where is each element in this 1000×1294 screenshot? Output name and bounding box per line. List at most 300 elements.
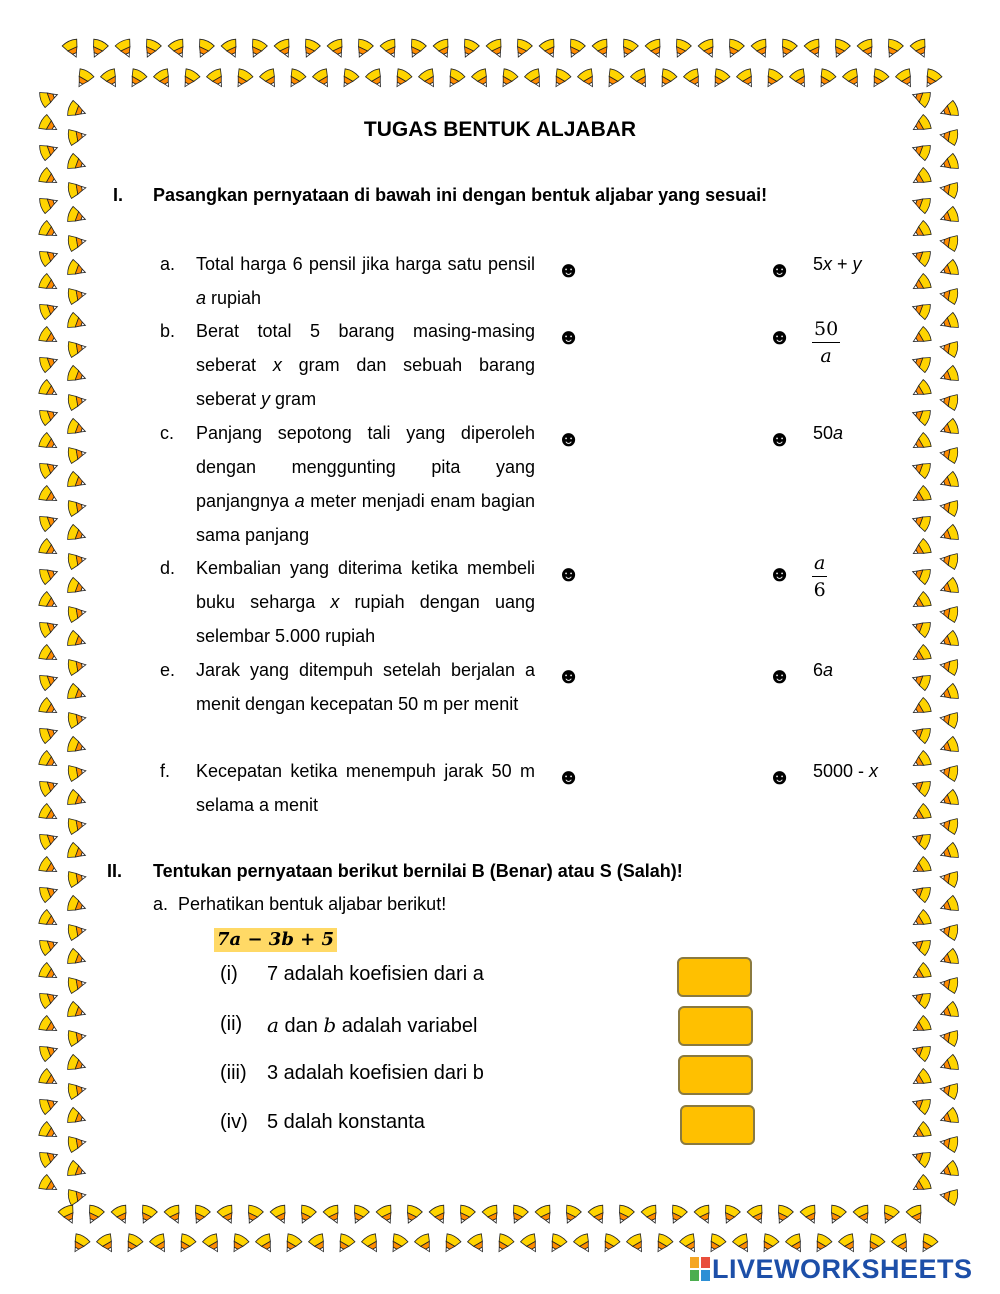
candy-corn-icon <box>66 683 88 704</box>
candy-corn-icon <box>916 1233 939 1256</box>
candy-corn-icon <box>67 869 87 888</box>
statement-i-text: 7 adalah koefisien dari a <box>267 963 484 985</box>
candy-corn-icon <box>842 68 865 91</box>
candy-corn-icon <box>909 750 932 773</box>
candy-corn-icon <box>284 68 307 91</box>
candy-corn-icon <box>800 1204 822 1227</box>
candy-corn-icon <box>891 1233 914 1256</box>
candy-corn-icon <box>670 38 692 61</box>
candy-corn-icon <box>939 1081 959 1100</box>
question-f-text: Kecepatan ketika menempuh jarak 50 m selama a menit <box>196 761 535 815</box>
candy-corn-icon <box>337 68 360 91</box>
candy-corn-icon <box>910 1094 932 1115</box>
candy-corn-icon <box>772 1204 794 1227</box>
candy-corn-icon <box>938 259 960 280</box>
candy-corn-icon <box>938 418 960 439</box>
candy-corn-icon <box>645 38 667 61</box>
candy-corn-icon <box>361 1233 384 1256</box>
liveworksheets-watermark <box>690 1254 973 1284</box>
candy-corn-icon <box>405 38 427 61</box>
candy-corn-icon <box>909 962 932 985</box>
question-a-text: Total harga 6 pensil jika harga satu pensil a rupiah <box>196 254 535 308</box>
section-1-number: I. <box>113 185 124 205</box>
answer-4-fraction: a 6 <box>813 552 826 601</box>
candy-corn-icon <box>938 630 960 651</box>
candy-corn-icon <box>909 1121 932 1144</box>
candy-corn-icon <box>679 1233 702 1256</box>
candy-corn-icon <box>38 670 60 691</box>
candy-corn-icon <box>939 869 959 888</box>
match-dot-left-b[interactable]: ☻ <box>557 324 581 349</box>
statement-iii-text: 3 adalah koefisien dari b <box>267 1062 484 1084</box>
answer-5: 6a <box>813 660 834 680</box>
section-2-number: II. <box>107 861 123 881</box>
candy-corn-icon <box>910 1041 932 1062</box>
candy-corn-icon <box>67 392 87 411</box>
candy-corn-icon <box>66 630 88 651</box>
candy-corn-icon <box>910 829 932 850</box>
candy-corn-icon <box>140 38 162 61</box>
candy-corn-icon <box>67 286 87 305</box>
candy-corn-icon <box>386 1233 409 1256</box>
candy-corn-icon <box>486 38 508 61</box>
page-title: TUGAS BENTUK ALJABAR <box>363 118 637 141</box>
watermark-text: LIVEWORKSHEETS <box>712 1253 973 1284</box>
candy-corn-icon <box>910 299 932 320</box>
candy-corn-icon <box>617 38 639 61</box>
candy-corn-icon <box>938 312 960 333</box>
candy-corn-icon <box>38 909 61 932</box>
candy-corn-icon <box>910 140 932 161</box>
statement-ii-text: a dan b adalah variabel <box>267 1013 478 1037</box>
candy-corn-icon <box>418 68 441 91</box>
candy-corn-icon <box>838 1233 861 1256</box>
candy-corn-icon <box>602 68 625 91</box>
match-dot-left-f[interactable]: ☻ <box>557 764 581 789</box>
candy-corn-icon <box>909 644 932 667</box>
candy-corn-icon <box>66 206 88 227</box>
candy-corn-icon <box>189 1204 211 1227</box>
candy-corn-icon <box>38 617 60 638</box>
candy-corn-icon <box>38 458 60 479</box>
section-2-subquestion: a. Perhatikan bentuk aljabar berikut! <box>153 894 447 914</box>
candy-corn-icon <box>174 1233 197 1256</box>
candy-corn-icon <box>910 458 932 479</box>
candy-corn-icon <box>67 180 87 199</box>
candy-corn-icon <box>87 38 109 61</box>
candy-corn-icon <box>939 1187 959 1206</box>
candy-corn-icon <box>38 167 61 190</box>
candy-corn-icon <box>588 1204 610 1227</box>
candy-corn-icon <box>38 564 60 585</box>
question-b-letter: b. <box>160 321 176 341</box>
candy-corn-icon <box>776 38 798 61</box>
answer-box-iii[interactable] <box>678 1055 753 1095</box>
candy-corn-icon <box>909 379 932 402</box>
candy-corn-icon <box>785 1233 808 1256</box>
candy-corn-icon <box>206 68 229 91</box>
candy-corn-icon <box>938 206 960 227</box>
match-dot-left-e[interactable]: ☻ <box>557 663 581 688</box>
algebraic-expression: 7a − 3b + 5 <box>214 928 337 952</box>
candy-corn-icon <box>67 498 87 517</box>
candy-corn-icon <box>613 1204 635 1227</box>
candy-corn-icon <box>939 975 959 994</box>
candy-corn-icon <box>312 68 335 91</box>
candy-corn-icon <box>598 1233 621 1256</box>
candy-corn-icon <box>58 1204 80 1227</box>
candy-corn-icon <box>458 38 480 61</box>
candy-corn-icon <box>939 445 959 464</box>
candy-corn-icon <box>67 763 87 782</box>
answer-6: 5000 - x <box>813 761 879 781</box>
candy-corn-icon <box>910 405 932 426</box>
candy-corn-icon <box>67 551 87 570</box>
candy-corn-icon <box>38 432 61 455</box>
candy-corn-icon <box>38 379 61 402</box>
answer-1: 5x + y <box>813 254 862 274</box>
candy-corn-icon <box>227 1233 250 1256</box>
candy-corn-icon <box>909 697 932 720</box>
candy-corn-icon <box>535 1204 557 1227</box>
candy-corn-icon <box>38 246 60 267</box>
candy-corn-icon <box>67 922 87 941</box>
candy-corn-icon <box>939 922 959 941</box>
candy-corn-icon <box>38 511 60 532</box>
candy-corn-icon <box>757 1233 780 1256</box>
candy-corn-icon <box>38 1068 61 1091</box>
candy-corn-icon <box>704 1233 727 1256</box>
candy-corn-icon <box>66 524 88 545</box>
candy-corn-icon <box>380 38 402 61</box>
candy-corn-icon <box>882 38 904 61</box>
candy-corn-icon <box>520 1233 543 1256</box>
candy-corn-icon <box>83 1204 105 1227</box>
candy-corn-icon <box>939 1134 959 1153</box>
candy-corn-icon <box>719 1204 741 1227</box>
candy-corn-icon <box>100 68 123 91</box>
candy-corn-icon <box>295 1204 317 1227</box>
answer-box-i[interactable] <box>677 957 752 997</box>
question-c-text: Panjang sepotong tali yang diperoleh dengan menggunting pita yang panjangnya a meter menjadi enam bagian sama panjang <box>196 423 535 545</box>
candy-corn-icon <box>439 1233 462 1256</box>
candy-corn-icon <box>38 644 61 667</box>
candy-corn-icon <box>694 1204 716 1227</box>
question-e-letter: e. <box>160 660 176 680</box>
candy-corn-icon <box>67 657 87 676</box>
candy-corn-icon <box>938 1160 960 1181</box>
candy-corn-icon <box>910 38 932 61</box>
match-dot-right-3[interactable]: ☻ <box>768 426 792 451</box>
candy-corn-icon <box>810 1233 833 1256</box>
candy-corn-icon <box>38 723 60 744</box>
candy-corn-icon <box>910 988 932 1009</box>
candy-corn-icon <box>857 38 879 61</box>
candy-corn-icon <box>115 38 137 61</box>
candy-corn-icon <box>564 38 586 61</box>
candy-corn-icon <box>66 1001 88 1022</box>
candy-corn-icon <box>38 1121 61 1144</box>
candy-corn-icon <box>414 1233 437 1256</box>
candy-corn-icon <box>66 471 88 492</box>
candy-corn-icon <box>38 273 61 296</box>
candy-corn-icon <box>736 68 759 91</box>
candy-corn-icon <box>939 710 959 729</box>
candy-corn-icon <box>274 38 296 61</box>
candy-corn-icon <box>804 38 826 61</box>
match-dot-left-a[interactable]: ☻ <box>557 257 581 282</box>
candy-corn-icon <box>66 259 88 280</box>
candy-corn-icon <box>149 1233 172 1256</box>
candy-corn-icon <box>910 617 932 638</box>
candy-corn-icon <box>38 1094 60 1115</box>
candy-corn-icon <box>698 38 720 61</box>
candy-corn-icon <box>299 38 321 61</box>
candy-corn-icon <box>909 485 932 508</box>
candy-corn-icon <box>38 591 61 614</box>
candy-corn-icon <box>231 68 254 91</box>
candy-corn-icon <box>66 895 88 916</box>
statement-iii-label: (iii) <box>220 1062 247 1084</box>
candy-corn-icon <box>38 485 61 508</box>
candy-corn-icon <box>939 1028 959 1047</box>
candy-corn-icon <box>939 657 959 676</box>
candy-corn-icon <box>38 220 61 243</box>
candy-corn-icon <box>939 498 959 517</box>
candy-corn-icon <box>67 975 87 994</box>
candy-corn-icon <box>471 68 494 91</box>
candy-corn-icon <box>66 577 88 598</box>
candy-corn-icon <box>938 153 960 174</box>
candy-corn-icon <box>829 38 851 61</box>
candy-corn-icon <box>938 789 960 810</box>
candy-corn-icon <box>390 68 413 91</box>
candy-corn-icon <box>938 736 960 757</box>
candy-corn-icon <box>38 352 60 373</box>
statement-iv-text: 5 dalah konstanta <box>267 1111 425 1133</box>
candy-corn-icon <box>365 68 388 91</box>
answer-box-iv[interactable] <box>680 1105 755 1145</box>
liveworksheets-logo-icon <box>690 1257 710 1281</box>
candy-corn-icon <box>909 591 932 614</box>
candy-corn-icon <box>939 816 959 835</box>
candy-corn-icon <box>910 87 932 108</box>
candy-corn-icon <box>66 312 88 333</box>
candy-corn-icon <box>909 432 932 455</box>
candy-corn-icon <box>492 1233 515 1256</box>
candy-corn-icon <box>96 1233 119 1256</box>
candy-corn-icon <box>938 524 960 545</box>
candy-corn-icon <box>910 246 932 267</box>
candy-corn-icon <box>910 511 932 532</box>
candy-corn-icon <box>878 1204 900 1227</box>
candy-corn-icon <box>38 1147 60 1168</box>
candy-corn-icon <box>67 1134 87 1153</box>
question-d-letter: d. <box>160 558 176 578</box>
candy-corn-icon <box>62 38 84 61</box>
candy-corn-icon <box>125 68 148 91</box>
candy-corn-icon <box>708 68 731 91</box>
candy-corn-icon <box>67 710 87 729</box>
candy-corn-icon <box>909 1015 932 1038</box>
match-dot-right-6[interactable]: ☻ <box>768 764 792 789</box>
candy-corn-icon <box>193 38 215 61</box>
candy-corn-icon <box>259 68 282 91</box>
candy-corn-icon <box>67 339 87 358</box>
candy-corn-icon <box>863 1233 886 1256</box>
candy-corn-icon <box>938 1054 960 1075</box>
candy-corn-icon <box>433 38 455 61</box>
candy-corn-icon <box>909 1174 932 1197</box>
candy-corn-icon <box>906 1204 928 1227</box>
candy-corn-icon <box>443 68 466 91</box>
candy-corn-icon <box>38 988 60 1009</box>
candy-corn-icon <box>939 392 959 411</box>
candy-corn-icon <box>910 670 932 691</box>
candy-corn-icon <box>136 1204 158 1227</box>
candy-corn-icon <box>67 1187 87 1206</box>
candy-corn-icon <box>938 842 960 863</box>
candy-corn-icon <box>909 273 932 296</box>
match-dot-right-2[interactable]: ☻ <box>768 324 792 349</box>
candy-corn-icon <box>38 935 60 956</box>
candy-corn-icon <box>910 935 932 956</box>
candy-corn-icon <box>814 68 837 91</box>
candy-corn-icon <box>38 803 61 826</box>
candy-corn-icon <box>524 68 547 91</box>
candy-corn-icon <box>910 723 932 744</box>
answer-3: 50a <box>813 423 844 443</box>
candy-corn-icon <box>938 1107 960 1128</box>
candy-corn-icon <box>867 68 890 91</box>
candy-corn-icon <box>939 180 959 199</box>
candy-corn-icon <box>732 1233 755 1256</box>
candy-corn-icon <box>67 445 87 464</box>
candy-corn-icon <box>66 789 88 810</box>
candy-corn-icon <box>761 68 784 91</box>
candy-corn-icon <box>111 1204 133 1227</box>
candy-corn-icon <box>38 829 60 850</box>
candy-corn-icon <box>938 1001 960 1022</box>
candy-corn-icon <box>68 1233 91 1256</box>
match-dot-left-c[interactable]: ☻ <box>557 426 581 451</box>
candy-corn-icon <box>168 38 190 61</box>
match-dot-right-1[interactable]: ☻ <box>768 257 792 282</box>
statement-iv-label: (iv) <box>220 1111 248 1133</box>
answer-box-ii[interactable] <box>678 1006 753 1046</box>
question-d-text: Kembalian yang diterima ketika membeli buku seharga x rupiah dengan uang selembar 5.000 rupiah <box>196 558 535 646</box>
candy-corn-icon <box>723 38 745 61</box>
candy-corn-icon <box>67 816 87 835</box>
candy-corn-icon <box>246 38 268 61</box>
candy-corn-icon <box>348 1204 370 1227</box>
candy-corn-icon <box>938 577 960 598</box>
candy-corn-icon <box>909 803 932 826</box>
candy-corn-icon <box>38 140 60 161</box>
candy-corn-icon <box>178 68 201 91</box>
candy-corn-icon <box>202 1233 225 1256</box>
candy-corn-icon <box>164 1204 186 1227</box>
candy-corn-icon <box>630 68 653 91</box>
candy-corn-icon <box>577 68 600 91</box>
statement-ii-label: (ii) <box>220 1013 243 1035</box>
candy-corn-icon <box>66 842 88 863</box>
question-f-letter: f. <box>160 761 171 781</box>
candy-corn-icon <box>270 1204 292 1227</box>
match-dot-right-5[interactable]: ☻ <box>768 663 792 688</box>
candy-corn-icon <box>626 1233 649 1256</box>
candy-corn-icon <box>467 1233 490 1256</box>
candy-corn-icon <box>549 68 572 91</box>
candy-corn-icon <box>592 38 614 61</box>
candy-corn-icon <box>38 856 61 879</box>
candy-corn-icon <box>909 538 932 561</box>
candy-corn-icon <box>38 1015 61 1038</box>
candy-corn-icon <box>507 1204 529 1227</box>
candy-corn-icon <box>66 418 88 439</box>
candy-corn-icon <box>66 1054 88 1075</box>
candy-corn-icon <box>352 38 374 61</box>
candy-corn-icon <box>401 1204 423 1227</box>
candy-corn-icon <box>545 1233 568 1256</box>
candy-corn-icon <box>38 538 61 561</box>
candy-corn-icon <box>539 38 561 61</box>
candy-corn-icon <box>217 1204 239 1227</box>
candy-corn-icon <box>751 38 773 61</box>
candy-corn-icon <box>789 68 812 91</box>
candy-corn-icon <box>939 286 959 305</box>
question-c-letter: c. <box>160 423 175 443</box>
candy-corn-icon <box>909 856 932 879</box>
candy-corn-icon <box>909 167 932 190</box>
candy-corn-icon <box>938 948 960 969</box>
candy-corn-icon <box>939 604 959 623</box>
candy-corn-icon <box>38 962 61 985</box>
candy-corn-icon <box>853 1204 875 1227</box>
candy-corn-icon <box>280 1233 303 1256</box>
candy-corn-icon <box>939 551 959 570</box>
candy-corn-icon <box>66 1107 88 1128</box>
statement-i-label: (i) <box>220 963 238 985</box>
candy-corn-icon <box>573 1233 596 1256</box>
candy-corn-icon <box>910 1147 932 1168</box>
candy-corn-icon <box>38 87 60 108</box>
candy-corn-icon <box>910 564 932 585</box>
candy-corn-icon <box>909 326 932 349</box>
candy-corn-icon <box>910 193 932 214</box>
candy-corn-icon <box>333 1233 356 1256</box>
candy-corn-icon <box>641 1204 663 1227</box>
candy-corn-icon <box>909 220 932 243</box>
candy-corn-icon <box>895 68 918 91</box>
candy-corn-icon <box>920 68 943 91</box>
candy-corn-icon <box>67 604 87 623</box>
match-dot-left-d[interactable]: ☻ <box>557 561 581 586</box>
candy-corn-icon <box>655 68 678 91</box>
candy-corn-icon <box>38 1041 60 1062</box>
candy-corn-icon <box>153 68 176 91</box>
candy-corn-icon <box>938 471 960 492</box>
candy-corn-icon <box>511 38 533 61</box>
candy-corn-icon <box>38 193 60 214</box>
candy-corn-icon <box>66 1160 88 1181</box>
candy-corn-icon <box>482 1204 504 1227</box>
candy-corn-icon <box>825 1204 847 1227</box>
candy-corn-icon <box>308 1233 331 1256</box>
candy-corn-icon <box>496 68 519 91</box>
question-a-letter: a. <box>160 254 176 274</box>
match-dot-right-4[interactable]: ☻ <box>768 561 792 586</box>
